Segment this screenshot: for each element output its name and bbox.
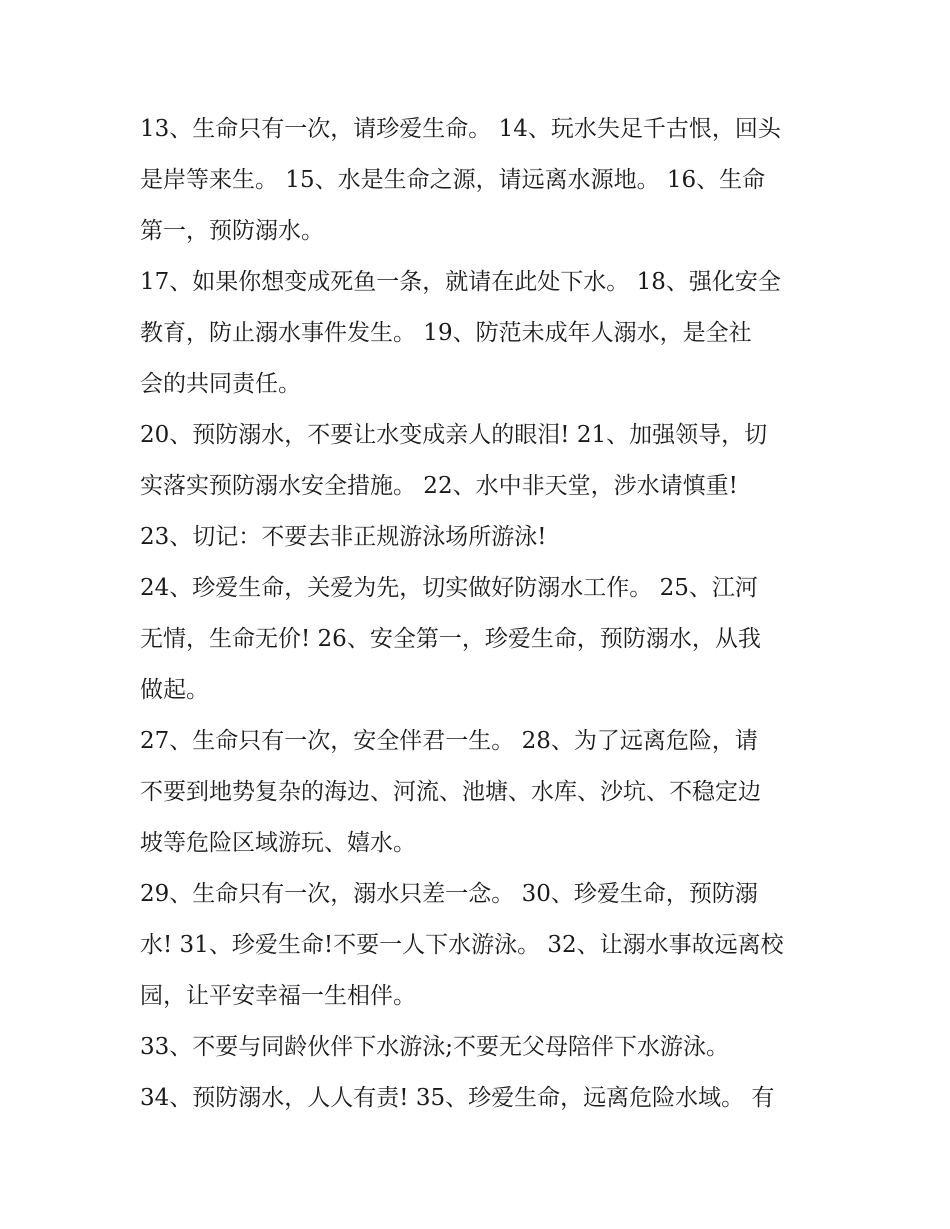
text-line: 做起。 <box>140 677 209 703</box>
text-line: 24、珍爱生命，关爱为先，切实做好防溺水工作。 25、江河 <box>140 575 758 601</box>
text-line: 园，让平安幸福一生相伴。 <box>140 983 416 1009</box>
text-line: 13、生命只有一次，请珍爱生命。 14、玩水失足千古恨，回头 <box>140 116 781 142</box>
paragraph-27-28 <box>140 716 812 869</box>
paragraph-17-19 <box>140 257 812 410</box>
text-line: 实落实预防溺水安全措施。 22、水中非天堂，涉水请慎重! <box>140 473 738 499</box>
paragraph-20-22 <box>140 410 812 512</box>
text-line: 33、不要与同龄伙伴下水游泳;不要无父母陪伴下水游泳。 <box>140 1034 730 1060</box>
paragraph-23 <box>140 512 812 563</box>
text-line: 不要到地势复杂的海边、河流、池塘、水库、沙坑、不稳定边 <box>140 779 761 805</box>
text-line: 坡等危险区域游玩、嬉水。 <box>140 830 416 856</box>
paragraph-29-32 <box>140 869 812 1022</box>
text-line: 会的共同责任。 <box>140 371 301 397</box>
text-line: 20、预防溺水，不要让水变成亲人的眼泪! 21、加强领导，切 <box>140 422 768 448</box>
document-body <box>140 104 812 1124</box>
paragraph-33 <box>140 1022 812 1073</box>
text-line: 23、切记：不要去非正规游泳场所游泳! <box>140 524 547 550</box>
paragraph-24-26 <box>140 563 812 716</box>
text-line: 第一，预防溺水。 <box>140 218 324 244</box>
paragraph-13-16 <box>140 104 812 257</box>
text-line: 34、预防溺水，人人有责! 35、珍爱生命，远离危险水域。 有 <box>140 1085 775 1111</box>
text-line: 29、生命只有一次，溺水只差一念。 30、珍爱生命，预防溺 <box>140 881 758 907</box>
text-line: 27、生命只有一次，安全伴君一生。 28、为了远离危险，请 <box>140 728 758 754</box>
paragraph-34-35 <box>140 1073 812 1124</box>
text-line: 教育，防止溺水事件发生。 19、防范未成年人溺水，是全社 <box>140 320 752 346</box>
text-line: 无情，生命无价! 26、安全第一，珍爱生命，预防溺水，从我 <box>140 626 761 652</box>
text-line: 17、如果你想变成死鱼一条，就请在此处下水。 18、强化安全 <box>140 269 781 295</box>
text-line: 水! 31、珍爱生命!不要一人下水游泳。 32、让溺水事故远离校 <box>140 932 784 958</box>
text-line: 是岸等来生。 15、水是生命之源，请远离水源地。 16、生命 <box>140 167 766 193</box>
